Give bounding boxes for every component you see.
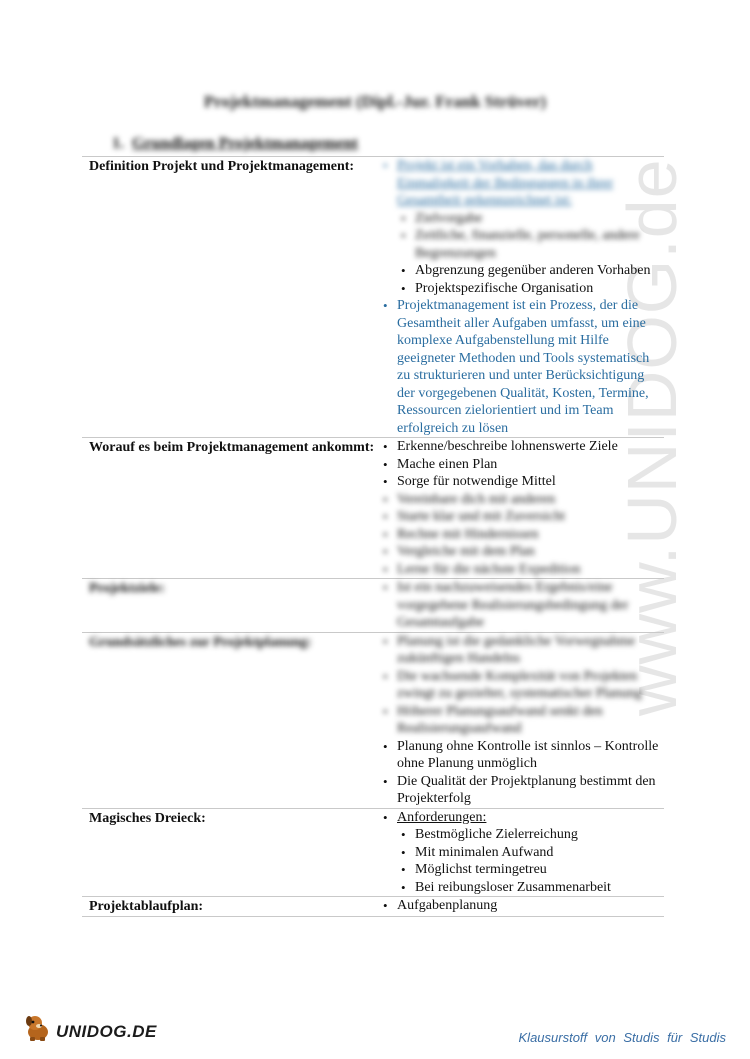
sub-list-item xyxy=(397,227,664,262)
table-row xyxy=(82,438,664,579)
list-item xyxy=(379,809,664,827)
table-row xyxy=(82,579,664,633)
list-item-text: Ist ein nachzuweisendes Ergebnis/eine vorgegebene Realisierungsbedingung der Gesamtaufgabe xyxy=(397,580,629,630)
dog-mascot-icon xyxy=(24,1014,54,1042)
row-label: Worauf es beim Projektmanagement ankommt: xyxy=(89,440,375,455)
sub-list-item xyxy=(397,280,664,298)
list-item-text: Anforderungen: xyxy=(397,809,487,825)
sub-bullet-list xyxy=(397,210,664,298)
bullet-list xyxy=(379,897,664,915)
list-item-text: Planung ohne Kontrolle ist sinnlos – Kontrolle ohne Planung unmöglich xyxy=(397,738,659,771)
list-item-text: Aufgabenplanung xyxy=(397,898,498,913)
section-title: Grundlagen Projektmanagement xyxy=(132,135,358,152)
sub-list-container xyxy=(379,826,664,896)
content-table xyxy=(82,156,664,917)
row-content xyxy=(379,632,664,808)
sub-list-item xyxy=(397,879,664,897)
list-item-text: Mache einen Plan xyxy=(397,456,498,472)
row-label: Definition Projekt und Projektmanagement: xyxy=(89,159,355,174)
list-item xyxy=(379,543,664,561)
row-label: Grundsätzliches zur Projektplanung: xyxy=(89,634,312,650)
list-item-text: Projekt ist ein Vorhaben, das durch Einmaligkeit der Bedingungen in ihrer Gesamtheit gekennzeichnet ist: xyxy=(397,158,614,208)
sub-bullet-list xyxy=(397,826,664,896)
list-item-text: Die Qualität der Projektplanung bestimmt den Projekterfolg xyxy=(397,773,656,806)
row-content xyxy=(379,157,664,438)
section-heading xyxy=(112,135,358,153)
sub-list-item xyxy=(397,861,664,879)
section-number: 1. xyxy=(112,135,124,152)
table-row xyxy=(82,897,664,917)
row-label: Projektziele: xyxy=(89,581,165,596)
list-item xyxy=(379,897,664,915)
list-item-text: Planung ist die gedankliche Vorwegnahme zukünftigen Handelns xyxy=(397,633,636,666)
list-item xyxy=(379,668,664,703)
sub-list-item-text: Zielvorgabe xyxy=(415,210,483,226)
list-item xyxy=(379,579,664,632)
list-item xyxy=(379,438,664,456)
sub-list-container xyxy=(379,210,664,298)
sub-list-item xyxy=(397,210,664,228)
bullet-list xyxy=(379,438,664,578)
list-item-text: Vereinbare dich mit anderen xyxy=(397,491,556,507)
logo-text: UNIDOG.DE xyxy=(56,1022,157,1041)
row-content xyxy=(379,579,664,633)
list-item-text: Höherer Planungsaufwand senkt den Realisierungsaufwand xyxy=(397,703,603,736)
list-item xyxy=(379,526,664,544)
list-item xyxy=(379,561,664,579)
bullet-list xyxy=(379,157,664,437)
footer-tagline: Klausurstoff von Studis für Studis xyxy=(518,1030,726,1045)
list-item xyxy=(379,773,664,808)
list-item xyxy=(379,473,664,491)
sub-list-item-text: Bei reibungsloser Zusammenarbeit xyxy=(415,879,611,895)
list-item-text: Rechne mit Hindernissen xyxy=(397,526,539,542)
list-item-text: Projektmanagement ist ein Prozess, der die Gesamtheit aller Aufgaben umfasst, um eine komplexe Aufgabenstellung mit Hilfe geeigneter Methoden und Tools systematisch zu strukturieren und unter Berücksichtigung der vorgegebenen Qualität, Kosten, Termine, Ressourcen zielorientiert und im Team erfolgreich zu lösen xyxy=(397,298,650,436)
list-item-text: Erkenne/beschreibe lohnenswerte Ziele xyxy=(397,439,618,454)
list-item-text: Starte klar und mit Zuversicht xyxy=(397,509,565,524)
bullet-list xyxy=(379,633,664,808)
page-title: Projektmanagement (Dipl.-Jur. Frank Strüver) xyxy=(203,92,547,111)
sub-list-item-text: Projektspezifische Organisation xyxy=(415,280,594,296)
list-item-text: Die wachsende Komplexität von Projekten zwingt zu gezielter, systematischer Planung xyxy=(397,668,642,701)
sub-list-item-text: Zeitliche, finanzielle, personelle, andere Begrenzungen xyxy=(415,228,640,261)
list-item-text: Lerne für die nächste Expedition xyxy=(397,561,581,577)
watermark: www.UNIDOG.de xyxy=(613,158,691,716)
list-item xyxy=(379,456,664,474)
unidog-logo xyxy=(24,1014,157,1042)
list-item xyxy=(379,297,664,437)
row-content xyxy=(379,438,664,579)
list-item xyxy=(379,633,664,668)
sub-list-item xyxy=(397,262,664,280)
bullet-list xyxy=(379,579,664,632)
list-item-text: Sorge für notwendige Mittel xyxy=(397,474,556,489)
row-label: Magisches Dreieck: xyxy=(89,810,206,826)
table-row xyxy=(82,632,664,808)
table-row xyxy=(82,808,664,897)
sub-list-item xyxy=(397,844,664,862)
table-row xyxy=(82,157,664,438)
sub-list-item xyxy=(397,826,664,844)
sub-list-item-text: Möglichst termingetreu xyxy=(415,862,547,877)
sub-list-item-text: Abgrenzung gegenüber anderen Vorhaben xyxy=(415,263,651,278)
row-label: Projektablaufplan: xyxy=(89,899,204,914)
bullet-list xyxy=(379,809,664,897)
list-item-text: Vergleiche mit dem Plan xyxy=(397,544,535,559)
row-content xyxy=(379,808,664,897)
row-content xyxy=(379,897,664,917)
list-item xyxy=(379,157,664,210)
list-item xyxy=(379,508,664,526)
list-item xyxy=(379,738,664,773)
list-item xyxy=(379,491,664,509)
sub-list-item-text: Mit minimalen Aufwand xyxy=(415,844,554,860)
list-item xyxy=(379,703,664,738)
sub-list-item-text: Bestmögliche Zielerreichung xyxy=(415,827,578,842)
